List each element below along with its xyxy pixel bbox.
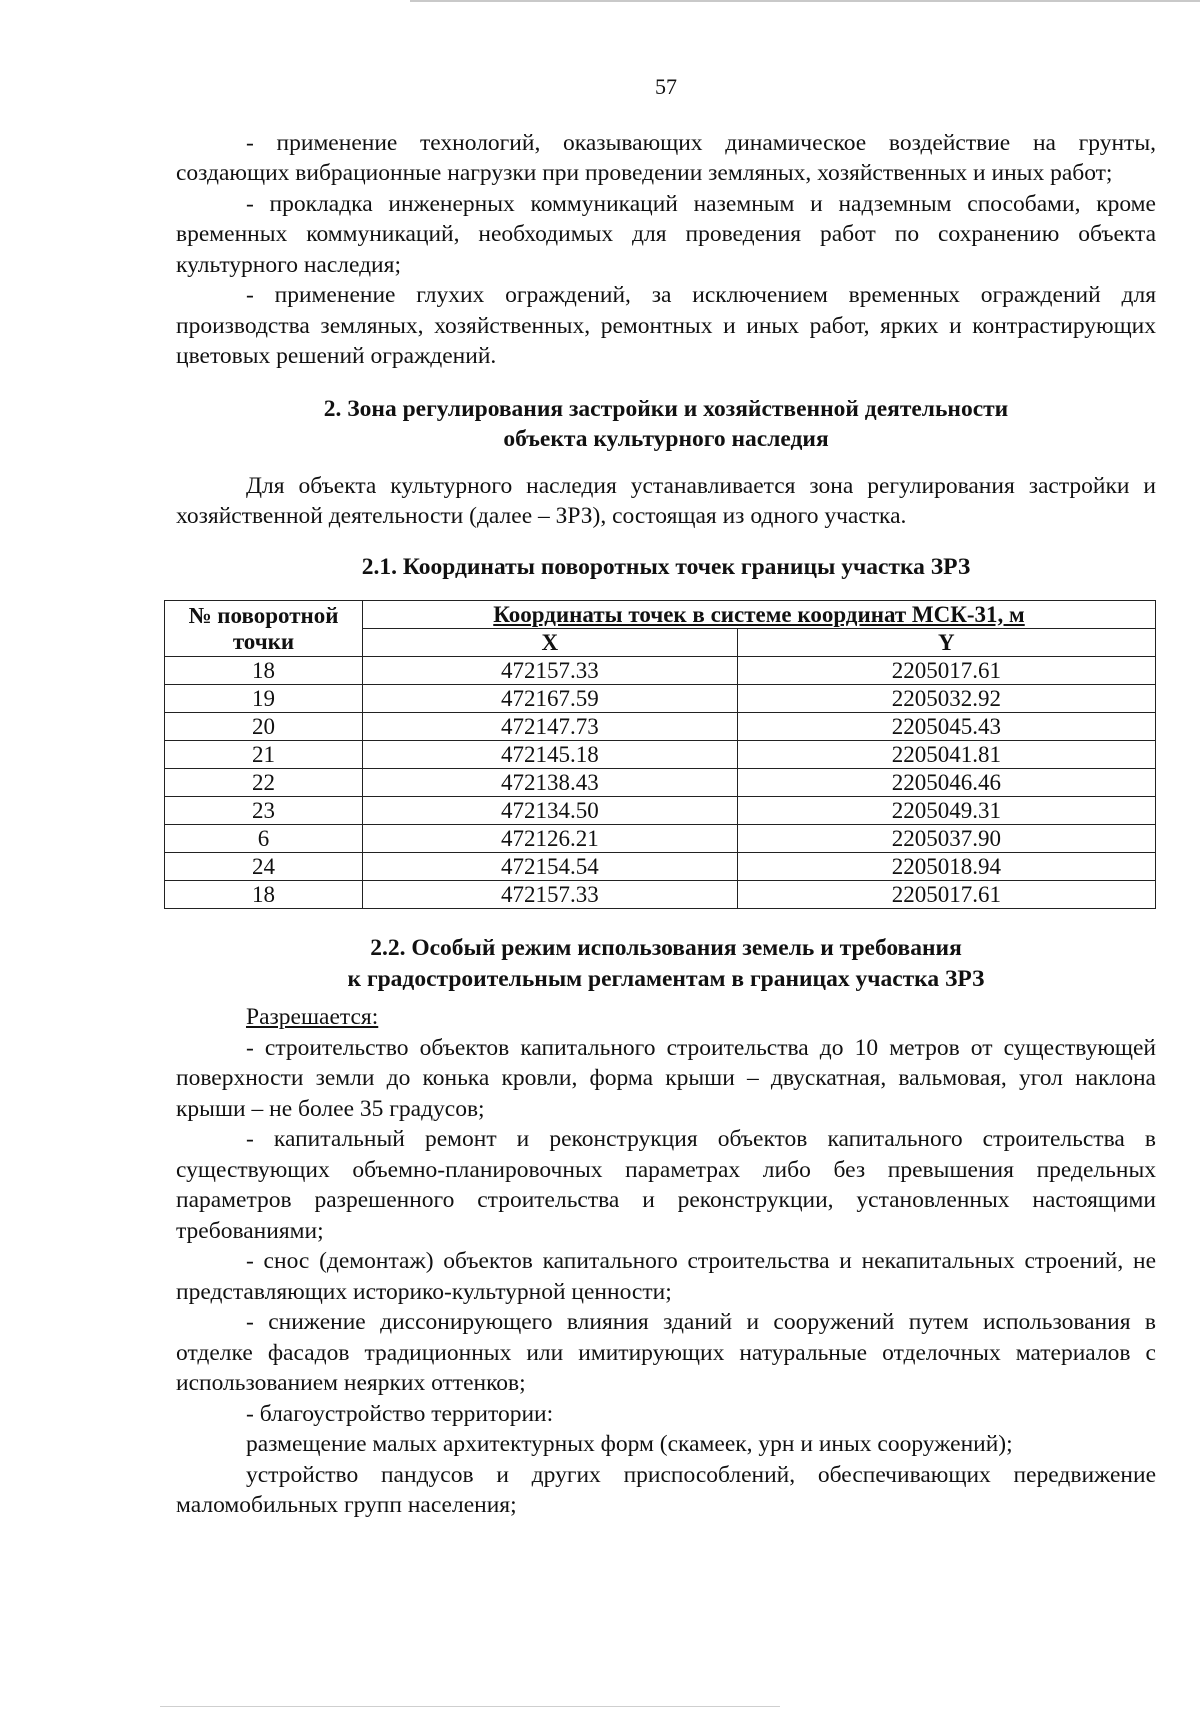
- section-heading-2-2: [176, 933, 1156, 994]
- cell-point: 18: [165, 881, 363, 909]
- table-row: [165, 825, 1156, 853]
- cell-y: 2205017.61: [737, 657, 1155, 685]
- cell-point: 20: [165, 713, 363, 741]
- scan-edge-top: [410, 0, 1200, 2]
- table-row: [165, 741, 1156, 769]
- paragraph-small-forms: размещение малых архитектурных форм (скамеек, урн и иных сооружений);: [246, 1431, 1013, 1457]
- table-row: [165, 769, 1156, 797]
- table-row: [165, 657, 1156, 685]
- cell-x: 472157.33: [363, 657, 738, 685]
- cell-point: 19: [165, 685, 363, 713]
- cell-x: 472154.54: [363, 853, 738, 881]
- section-heading-2-2-line2: к градостроительным регламентам в границах участка ЗРЗ: [347, 965, 985, 992]
- cell-y: 2205018.94: [737, 853, 1155, 881]
- section-heading-2-line2: объекта культурного наследия: [503, 426, 829, 452]
- paragraph-fences: - применение глухих ограждений, за исключением временных ограждений для производства земляных, хозяйственных, ремонтных и иных работ, ярких и контрастирующих цветовых решений ограждений.: [176, 282, 1156, 369]
- cell-point: 6: [165, 825, 363, 853]
- table-row: [165, 713, 1156, 741]
- cell-x: 472167.59: [363, 685, 738, 713]
- section-heading-2-2-line1: 2.2. Особый режим использования земель и требования: [370, 935, 962, 961]
- paragraph-repair: - капитальный ремонт и реконструкция объектов капитального строительства в существующих объемно-планировочных параметрах либо без превышения предельных параметров разрешенного строительства и реконструкции, установленных настоящими требованиями;: [176, 1126, 1156, 1244]
- coordinates-table: [164, 600, 1156, 909]
- cell-x: 472134.50: [363, 797, 738, 825]
- paragraph-facades: - снижение диссонирующего влияния зданий и сооружений путем использования в отделке фасадов традиционных или имитирующих натуральные отделочных материалов с использованием неярких оттенков;: [176, 1309, 1156, 1396]
- table-row: [165, 881, 1156, 909]
- paragraph-vibration: - применение технологий, оказывающих динамическое воздействие на грунты, создающих вибрационные нагрузки при проведении земляных, хозяйственных и иных работ;: [176, 129, 1156, 186]
- section-heading-2-line1: 2. Зона регулирования застройки и хозяйственной деятельности: [323, 395, 1009, 422]
- header-point-number-line2: точки: [232, 628, 295, 654]
- cell-point: 21: [165, 741, 363, 769]
- cell-x: 472138.43: [363, 769, 738, 797]
- table-row: [165, 797, 1156, 825]
- cell-y: 2205032.92: [737, 685, 1155, 713]
- cell-point: 18: [165, 657, 363, 685]
- cell-point: 24: [165, 853, 363, 881]
- cell-y: 2205049.31: [737, 797, 1155, 825]
- cell-x: 472157.33: [363, 881, 738, 909]
- cell-x: 472147.73: [363, 713, 738, 741]
- header-coordinates: [363, 601, 1156, 629]
- paragraph-communications: - прокладка инженерных коммуникаций наземным и надземным способами, кроме временных коммуникаций, необходимых для проведения работ по сохранению объекта культурного наследия;: [176, 190, 1156, 278]
- scan-edge-bottom: [160, 1706, 780, 1707]
- header-y: Y: [737, 629, 1155, 657]
- cell-y: 2205045.43: [737, 713, 1155, 741]
- page-number: 57: [655, 74, 677, 99]
- table-row: [165, 685, 1156, 713]
- cell-y: 2205037.90: [737, 825, 1155, 853]
- cell-y: 2205046.46: [737, 769, 1155, 797]
- allowed-label-paragraph: [176, 1002, 1156, 1033]
- paragraph-landscaping: - благоустройство территории:: [246, 1400, 554, 1427]
- header-point-number-line1: № поворотной: [188, 602, 339, 628]
- section-heading-2: [176, 394, 1156, 455]
- header-x: X: [363, 629, 738, 657]
- paragraph-ramps: устройство пандусов и других приспособлений, обеспечивающих передвижение маломобильных групп населения;: [176, 1461, 1156, 1518]
- paragraph-zrz-intro: Для объекта культурного наследия устанавливается зона регулирования застройки и хозяйственной деятельности (далее – ЗРЗ), состоящая из одного участка.: [176, 472, 1156, 529]
- cell-x: 472145.18: [363, 741, 738, 769]
- document-page: [176, 72, 1156, 1521]
- table-row: [165, 853, 1156, 881]
- cell-x: 472126.21: [363, 825, 738, 853]
- section-heading-2-1: 2.1. Координаты поворотных точек границы участка ЗРЗ: [361, 553, 971, 580]
- allowed-label: Разрешается:: [246, 1004, 379, 1030]
- header-coordinates-text: Координаты точек в системе координат МСК-31, м: [493, 601, 1025, 627]
- paragraph-construction: - строительство объектов капитального строительства до 10 метров от существующей поверхности земли до конька кровли, форма крыши – двускатная, вальмовая, угол наклона крыши – не более 35 градусов;: [176, 1034, 1156, 1122]
- cell-y: 2205041.81: [737, 741, 1155, 769]
- cell-y: 2205017.61: [737, 881, 1155, 909]
- cell-point: 23: [165, 797, 363, 825]
- cell-point: 22: [165, 769, 363, 797]
- header-point-number: [165, 601, 363, 657]
- paragraph-demolition: - снос (демонтаж) объектов капитального строительства и некапитальных строений, не представляющих историко-культурной ценности;: [176, 1248, 1156, 1305]
